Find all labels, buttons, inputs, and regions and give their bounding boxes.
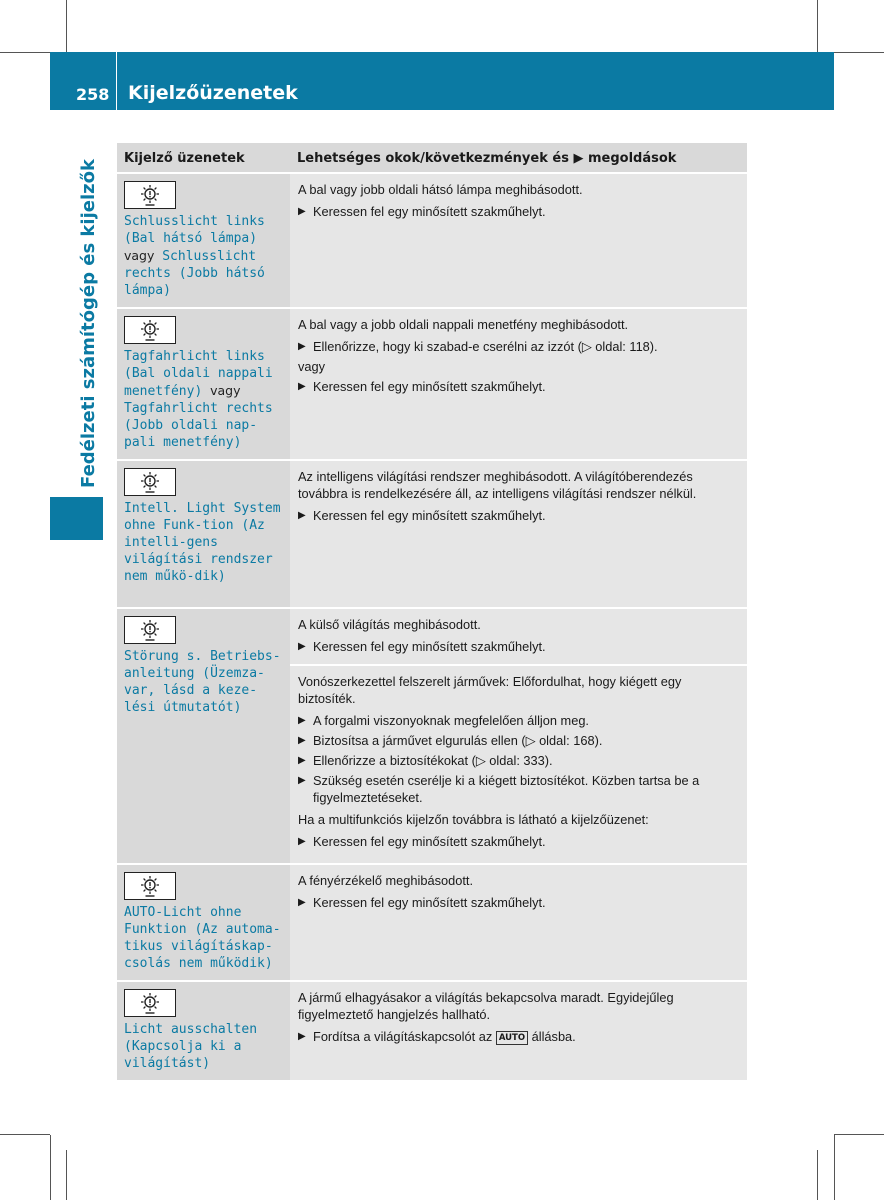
header-separator [116,52,117,110]
cause-cell [290,864,747,981]
cause-text: A fényérzékelő meghibásodott. [298,873,474,888]
solution-step: ▶ Keressen fel egy minősített szakműhelyt. [298,638,739,655]
message-code [124,213,282,299]
cause-text: Vonószerkezettel felszerelt járművek: Előfordulhat, hogy kiégett egy biztosíték. [298,674,682,706]
note-text: Ha a multifunkciós kijelzőn továbbra is látható a kijelzőüzenet: [298,812,649,827]
message-code: Störung s. Betriebs-anleitung (Üzemza-var, lásd a keze-lési útmutatót) [124,649,281,715]
message-cell [117,173,290,308]
crop-mark [0,52,50,53]
crop-mark [66,1150,67,1200]
cause-cell [290,308,747,460]
step-text: Fordítsa a világításkapcsolót az [313,1029,493,1044]
solution-step: ▶ Szükség esetén cserélje ki a kiégett biztosítékot. Közben tartsa be a figyelmeztetéseket. [298,772,739,806]
crop-mark [817,1150,818,1200]
cause-cell [290,665,747,864]
crop-mark [66,0,67,52]
solution-step: ▶ Keressen fel egy minősített szakműhelyt. [298,894,739,911]
table-row [117,308,747,460]
lamp-glyph [135,875,165,897]
step-text: állásba. [531,1029,576,1044]
table-row [117,460,747,608]
solution-step: ▶ Ellenőrizze, hogy ki szabad-e cserélni az izzót (▷ oldal: 118). [298,338,739,355]
solution-step: ▶ Keressen fel egy minősített szakműhelyt. [298,507,739,524]
page-title: Kijelzőüzenetek [128,82,298,104]
message-cell [117,460,290,608]
message-code: Licht ausschalten (Kapcsolja ki a világítást) [124,1022,258,1071]
side-tab-label: Fedélzeti számítógép és kijelzők [78,159,99,488]
table-row [117,981,747,1081]
column-header-causes: Lehetséges okok/következmények és ▶ megoldások [290,143,747,173]
lamp-fault-icon [124,316,176,344]
auto-switch-position-icon: AUTO [496,1031,528,1045]
solution-step: ▶ Keressen fel egy minősített szakműhelyt. [298,378,739,395]
message-code: AUTO-Licht ohne Funktion (Az automa-tikus világításkap-csolás nem működik) [124,905,281,971]
column-header-messages: Kijelző üzenetek [117,143,290,173]
message-code-part: Schlusslicht rechts (Jobb hátsó lámpa) [124,249,265,298]
cause-cell [290,981,747,1081]
table-row [117,608,747,665]
side-tab-marker [50,497,103,540]
alternative-text: vagy [298,359,326,374]
crop-mark [817,0,818,52]
lamp-glyph [135,619,165,641]
message-joiner: vagy [210,383,241,398]
lamp-fault-icon [124,872,176,900]
lamp-fault-icon [124,616,176,644]
table-row [117,173,747,308]
message-code-part: Tagfahrlicht rechts (Jobb oldali nap-pali menetfény) [124,401,273,450]
solution-step: ▶ Ellenőrizze a biztosítékokat (▷ oldal: 333). [298,752,739,769]
lamp-fault-icon [124,989,176,1017]
message-cell [117,864,290,981]
cause-text: Az intelligens világítási rendszer meghibásodott. A világítóberendezés továbbra is rendelkezésére áll, az intelligens világítási rendszer nélkül. [298,469,697,501]
solution-step: ▶ Biztosítsa a járművet elgurulás ellen (▷ oldal: 168). [298,732,739,749]
message-code [124,348,282,451]
solution-step: ▶ Keressen fel egy minősített szakműhelyt. [298,833,739,850]
cause-text: A külső világítás meghibásodott. [298,617,481,632]
page-number: 258 [76,85,110,104]
lamp-glyph [135,184,165,206]
message-cell [117,981,290,1081]
lamp-fault-icon [124,181,176,209]
solution-step: ▶ A forgalmi viszonyoknak megfelelően álljon meg. [298,712,739,729]
lamp-fault-icon [124,468,176,496]
solution-step: ▶ Keressen fel egy minősített szakműhelyt. [298,203,739,220]
table-row [117,864,747,981]
message-code-part: Tagfahrlicht links (Bal oldali nappali menetfény) [124,349,273,399]
crop-mark [834,52,884,53]
lamp-glyph [135,471,165,493]
message-cell [117,308,290,460]
cause-cell [290,173,747,308]
lamp-glyph [135,992,165,1014]
cause-cell [290,608,747,665]
solution-step [298,1028,739,1045]
cause-text: A jármű elhagyásakor a világítás bekapcsolva maradt. Egyidejűleg figyelmeztető hangjelzés hallható. [298,990,674,1022]
display-messages-table [117,143,747,1082]
crop-mark [834,1135,835,1200]
table-header-row [117,143,747,173]
lamp-glyph [135,319,165,341]
message-code: Intell. Light System ohne Funk-tion (Az intelli-gens világítási rendszer nem műkö-dik) [124,501,281,584]
cause-text: A bal vagy jobb oldali hátsó lámpa meghibásodott. [298,182,583,197]
cause-cell [290,460,747,608]
message-code-part: Schlusslicht links (Bal hátsó lámpa) [124,214,265,246]
crop-mark [0,1134,50,1135]
crop-mark [50,1135,51,1200]
crop-mark [834,1134,884,1135]
message-joiner: vagy [124,248,155,263]
message-cell [117,608,290,864]
cause-text: A bal vagy a jobb oldali nappali menetfény meghibásodott. [298,317,629,332]
